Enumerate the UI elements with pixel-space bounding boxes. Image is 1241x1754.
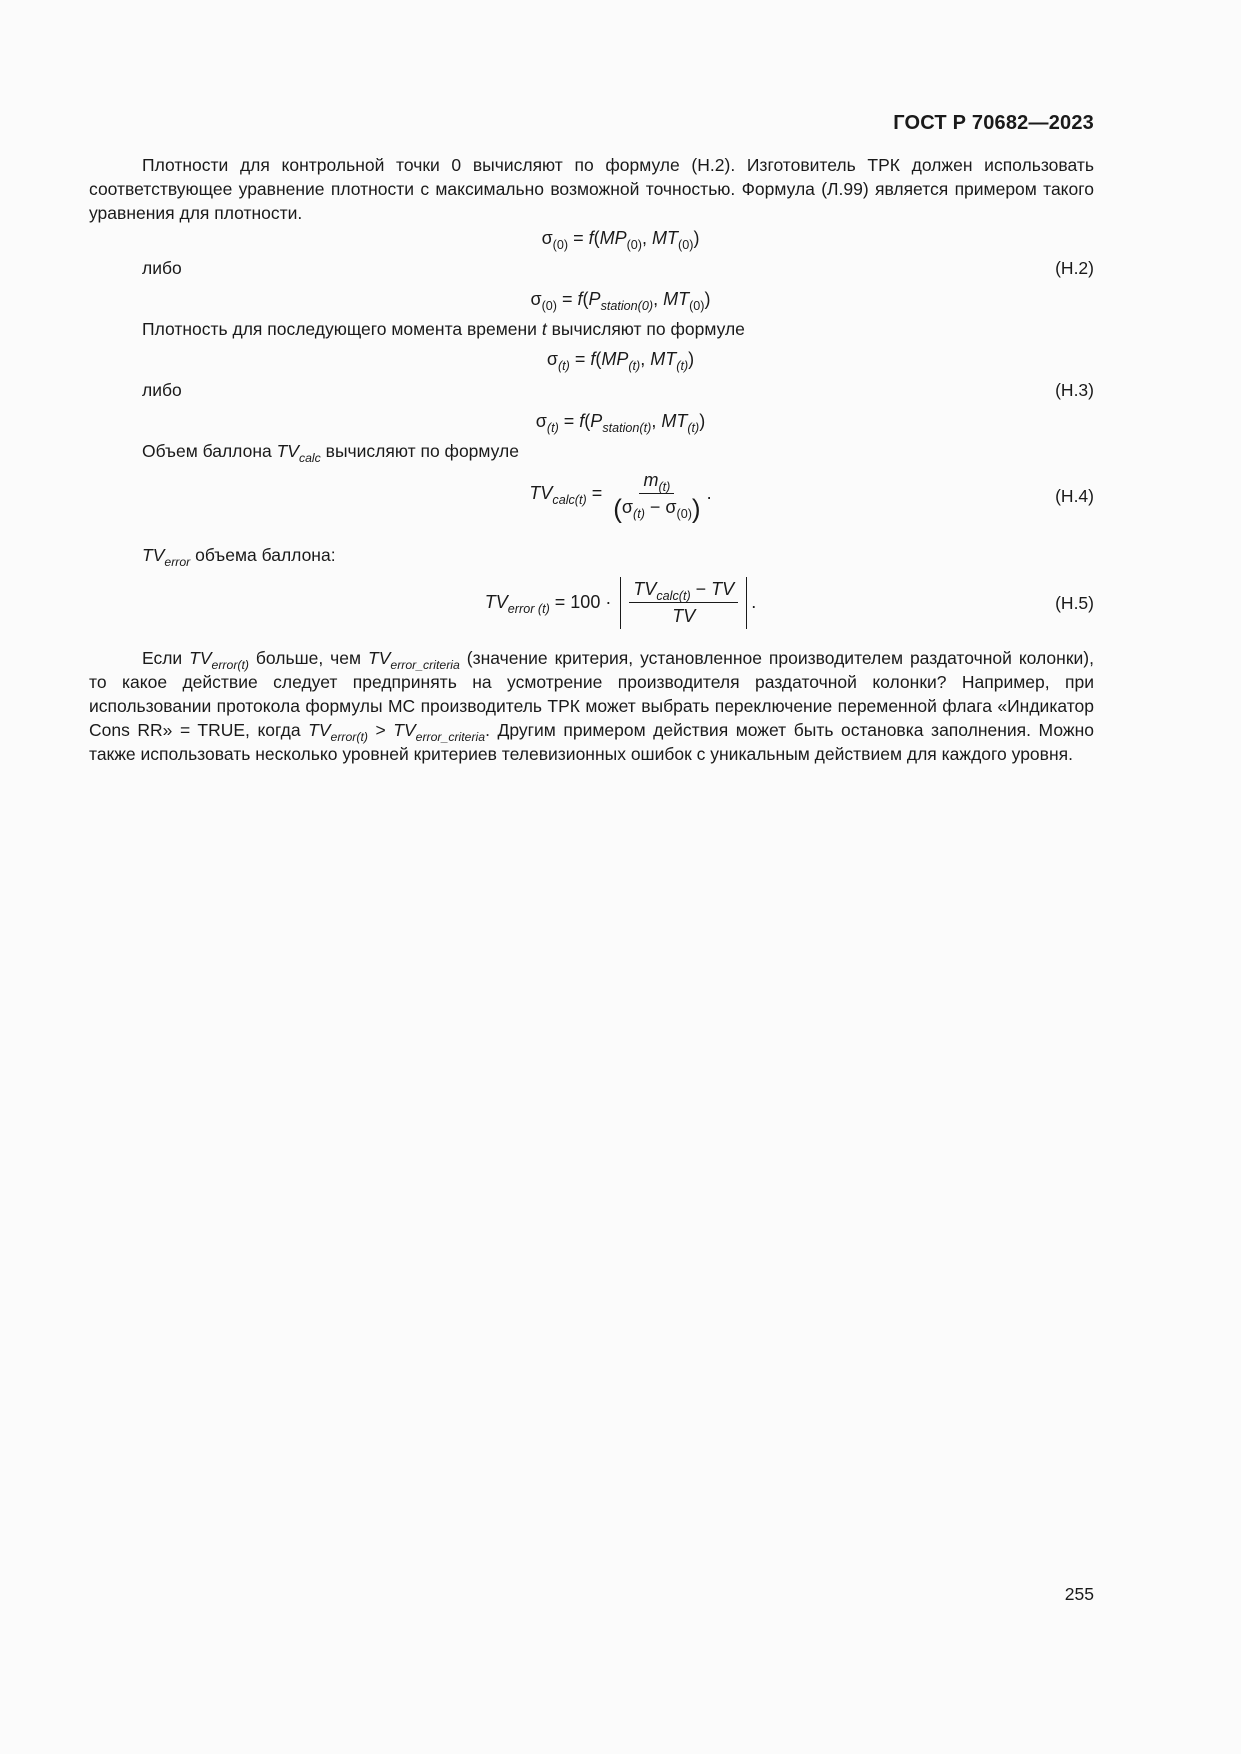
equation-number-h2: (Н.2) — [1055, 258, 1094, 278]
equation-number-h3: (Н.3) — [1055, 380, 1094, 400]
either-label-1: либо — [142, 258, 182, 278]
equation-number-h4: (Н.4) — [1055, 486, 1094, 506]
fraction-relative-volume-error: $\frac{TV_{calc(t)} - TV}{TV}$ — [629, 579, 738, 627]
fraction-mass-over-density: $\frac{m_{(t)}}{(\sigma_{(t)} - \sigma_{(0)})}$ — [613, 470, 701, 524]
formula-h4: $TV_{calc(t)}$ = $\frac{m_{(t)}}{(\sigma_{(t)} - \sigma_{(0)})}$ . — [529, 470, 712, 524]
formula-h2-line2: $\sigma_{(0)} = f(P_{station(0)}$, $MT_{(0)}$) — [530, 289, 711, 313]
document-code-header: ГОСТ Р 70682—2023 — [893, 112, 1094, 134]
either-label-2: либо — [142, 380, 182, 400]
formula-h3-line2: $\sigma_{(t)} = f(P_{station(t)}$, $MT_{(t)}$) — [535, 411, 706, 435]
absolute-value-bars — [620, 577, 747, 629]
paragraph-volume-error: $TV_{error}$ объема баллона: — [142, 545, 336, 569]
paragraph-tank-volume: Объем баллона $TV_{calc}$ вычисляют по формуле — [142, 441, 519, 465]
formula-h5: $TV_{error (t)} = 100$ · $\frac{TV_{calc(t)} - TV}{TV}$ . — [0, 577, 1241, 629]
page-number: 255 — [1064, 1584, 1094, 1604]
paragraph-density-control-point: Плотности для контрольной точки 0 вычисляют по формуле (Н.2). Изготовитель ТРК должен использовать соответствующее уравнение плотности с максимально возможной точностью. Формула (Л.99) является примером такого уравнения для плотности. — [89, 155, 1094, 223]
paragraph-error-criteria-action: Если $TV_{error(t)}$ больше, чем $TV_{error\_criteria}$ (значение критерия, установленное производителем раздаточной колонки), то какое действие следует предпринять на усмотрение производителя раздаточной колонки? Например, при использовании протокола формулы МС производитель ТРК может выбрать переключение переменной флага «Индикатор Cons RR» = TRUE, когда $TV_{error(t)} > TV_{error\_criteria}$. Другим примером действия может быть остановка заполнения. Можно также использовать несколько уровней критериев телевизионных ошибок с уникальным действием для каждого уровня. — [89, 648, 1094, 764]
formula-h3-line1: $\sigma_{(t)} = f(MP_{(t)}$, $MT_{(t)}$) — [546, 349, 695, 373]
equation-number-h5: (Н.5) — [1055, 593, 1094, 613]
formula-h2-line1: $\sigma_{(0)} = f(MP_{(0)}$, $MT_{(0)}$) — [541, 228, 700, 252]
paragraph-density-next-moment: Плотность для последующего момента времени t вычисляют по формуле — [142, 319, 745, 339]
